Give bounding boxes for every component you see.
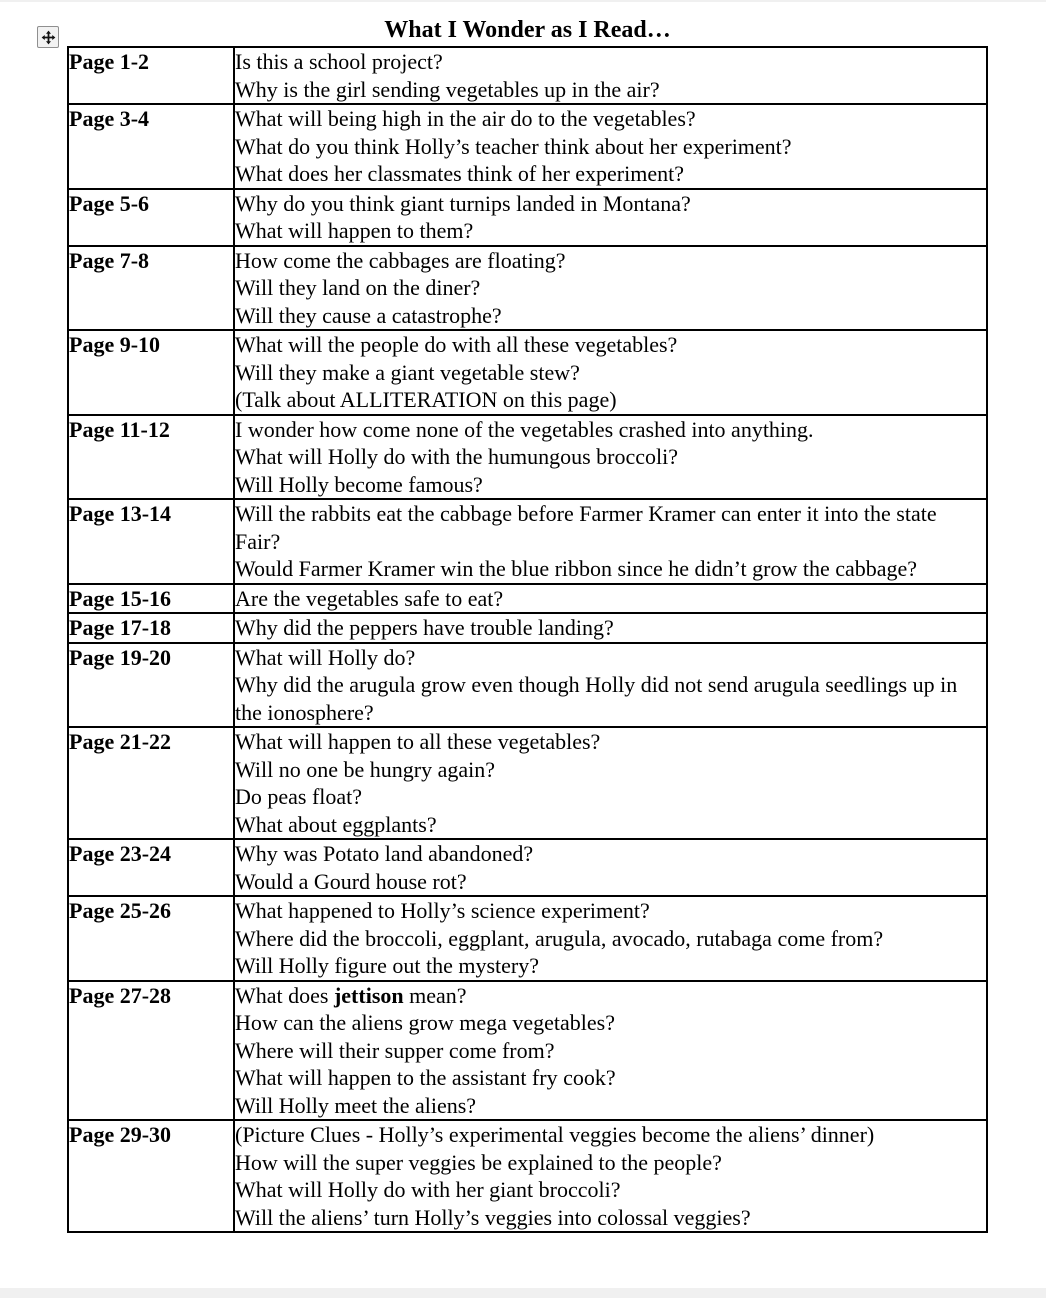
- question-line: Will they land on the diner?: [235, 275, 481, 300]
- question-line: Where did the broccoli, eggplant, arugula, avocado, rutabaga come from?: [235, 925, 884, 951]
- question-line: What about eggplants?: [235, 811, 437, 837]
- questions-cell[interactable]: [234, 727, 987, 839]
- question-line: What happened to Holly’s science experiment?: [235, 898, 650, 923]
- questions-cell[interactable]: [234, 981, 987, 1121]
- question-line: (Talk about ALLITERATION on this page): [235, 387, 617, 412]
- questions-cell[interactable]: [234, 415, 987, 500]
- question-line: Why did the arugula grow even though Holly did not send arugula seedlings up in the ionosphere?: [235, 672, 958, 725]
- page-range-cell[interactable]: Page 3-4: [68, 104, 234, 189]
- page-range-cell[interactable]: Page 25-26: [68, 896, 234, 981]
- question-line: Why was Potato land abandoned?: [235, 841, 534, 866]
- questions-cell[interactable]: [234, 584, 987, 614]
- questions-cell[interactable]: [234, 104, 987, 189]
- question-line: Is this a school project?: [235, 49, 443, 74]
- move-arrows-icon: [41, 30, 56, 45]
- page-range-cell[interactable]: Page 5-6: [68, 189, 234, 246]
- page-range-cell[interactable]: Page 23-24: [68, 839, 234, 896]
- questions-cell[interactable]: [234, 189, 987, 246]
- page-range-cell[interactable]: Page 11-12: [68, 415, 234, 500]
- question-line: Will Holly meet the aliens?: [235, 1092, 477, 1118]
- table-row: [68, 727, 987, 839]
- question-line: Will no one be hungry again?: [235, 756, 495, 782]
- questions-cell[interactable]: [234, 499, 987, 584]
- question-text: What does: [235, 982, 334, 1008]
- page-range-cell[interactable]: Page 15-16: [68, 584, 234, 614]
- questions-cell[interactable]: [234, 643, 987, 728]
- question-line: Why do you think giant turnips landed in Montana?: [235, 190, 691, 216]
- questions-cell[interactable]: [234, 613, 987, 643]
- page-range-cell[interactable]: Page 13-14: [68, 499, 234, 584]
- questions-cell[interactable]: [234, 839, 987, 896]
- question-line: Would a Gourd house rot?: [235, 868, 467, 894]
- page-range-cell[interactable]: Page 19-20: [68, 643, 234, 728]
- question-line: Will the aliens’ turn Holly’s veggies into colossal veggies?: [235, 1204, 751, 1230]
- question-line: Would Farmer Kramer win the blue ribbon since he didn’t grow the cabbage?: [235, 556, 918, 581]
- page-range-cell[interactable]: Page 21-22: [68, 727, 234, 839]
- table-row: [68, 330, 987, 415]
- table-row: [68, 981, 987, 1121]
- wonder-table: [67, 46, 988, 1233]
- question-line: How come the cabbages are floating?: [235, 247, 566, 273]
- questions-cell[interactable]: [234, 1120, 987, 1232]
- table-row: [68, 643, 987, 728]
- question-line: What will Holly do with her giant broccoli?: [235, 1177, 621, 1202]
- question-text: mean?: [403, 982, 467, 1008]
- page-range-cell[interactable]: Page 1-2: [68, 47, 234, 104]
- question-line: Are the vegetables safe to eat?: [235, 585, 504, 611]
- question-line: Will Holly figure out the mystery?: [235, 953, 539, 978]
- question-line: How will the super veggies be explained to the people?: [235, 1149, 722, 1175]
- table-row: [68, 246, 987, 331]
- question-line: Will they cause a catastrophe?: [235, 302, 502, 328]
- questions-cell[interactable]: [234, 246, 987, 331]
- question-line: What will Holly do with the humungous broccoli?: [235, 444, 678, 469]
- page-range-cell[interactable]: Page 9-10: [68, 330, 234, 415]
- question-line: I wonder how come none of the vegetables crashed into anything.: [235, 416, 814, 442]
- table-row: [68, 1120, 987, 1232]
- vocabulary-word: jettison: [333, 982, 404, 1008]
- document-sheet: [67, 0, 988, 1233]
- page-range-cell[interactable]: Page 17-18: [68, 613, 234, 643]
- question-line: [235, 982, 986, 1010]
- question-line: What does her classmates think of her experiment?: [235, 161, 685, 186]
- table-row: [68, 499, 987, 584]
- table-move-handle[interactable]: [37, 26, 59, 48]
- question-line: Will Holly become famous?: [235, 471, 483, 497]
- question-line: Why is the girl sending vegetables up in the air?: [235, 76, 660, 102]
- question-line: What will Holly do?: [235, 644, 416, 670]
- table-row: [68, 896, 987, 981]
- question-line: How can the aliens grow mega vegetables?: [235, 1010, 615, 1035]
- question-line: What will happen to all these vegetables?: [235, 729, 601, 754]
- document-title[interactable]: What I Wonder as I Read…: [384, 17, 671, 43]
- questions-cell[interactable]: [234, 330, 987, 415]
- table-row: [68, 839, 987, 896]
- page-range-cell[interactable]: Page 7-8: [68, 246, 234, 331]
- page-range-cell[interactable]: Page 29-30: [68, 1120, 234, 1232]
- question-line: What will being high in the air do to the vegetables?: [235, 106, 696, 131]
- question-line: Do peas float?: [235, 784, 363, 809]
- question-line: Will they make a giant vegetable stew?: [235, 359, 580, 385]
- page-bottom-edge: [0, 1288, 1046, 1298]
- table-row: [68, 104, 987, 189]
- question-line: Will the rabbits eat the cabbage before Farmer Kramer can enter it into the state Fair?: [235, 501, 937, 554]
- table-row: [68, 189, 987, 246]
- question-line: What do you think Holly’s teacher think about her experiment?: [235, 133, 792, 159]
- questions-cell[interactable]: [234, 896, 987, 981]
- question-line: What will happen to them?: [235, 218, 474, 243]
- table-row: [68, 584, 987, 614]
- table-row: [68, 415, 987, 500]
- question-line: Why did the peppers have trouble landing?: [235, 615, 614, 640]
- table-row: [68, 47, 987, 104]
- page-range-cell[interactable]: Page 27-28: [68, 981, 234, 1121]
- question-line: Where will their supper come from?: [235, 1037, 555, 1063]
- question-line: What will the people do with all these vegetables?: [235, 332, 678, 357]
- questions-cell[interactable]: [234, 47, 987, 104]
- question-line: What will happen to the assistant fry cook?: [235, 1065, 616, 1090]
- table-row: [68, 613, 987, 643]
- question-line: (Picture Clues - Holly’s experimental veggies become the aliens’ dinner): [235, 1122, 875, 1147]
